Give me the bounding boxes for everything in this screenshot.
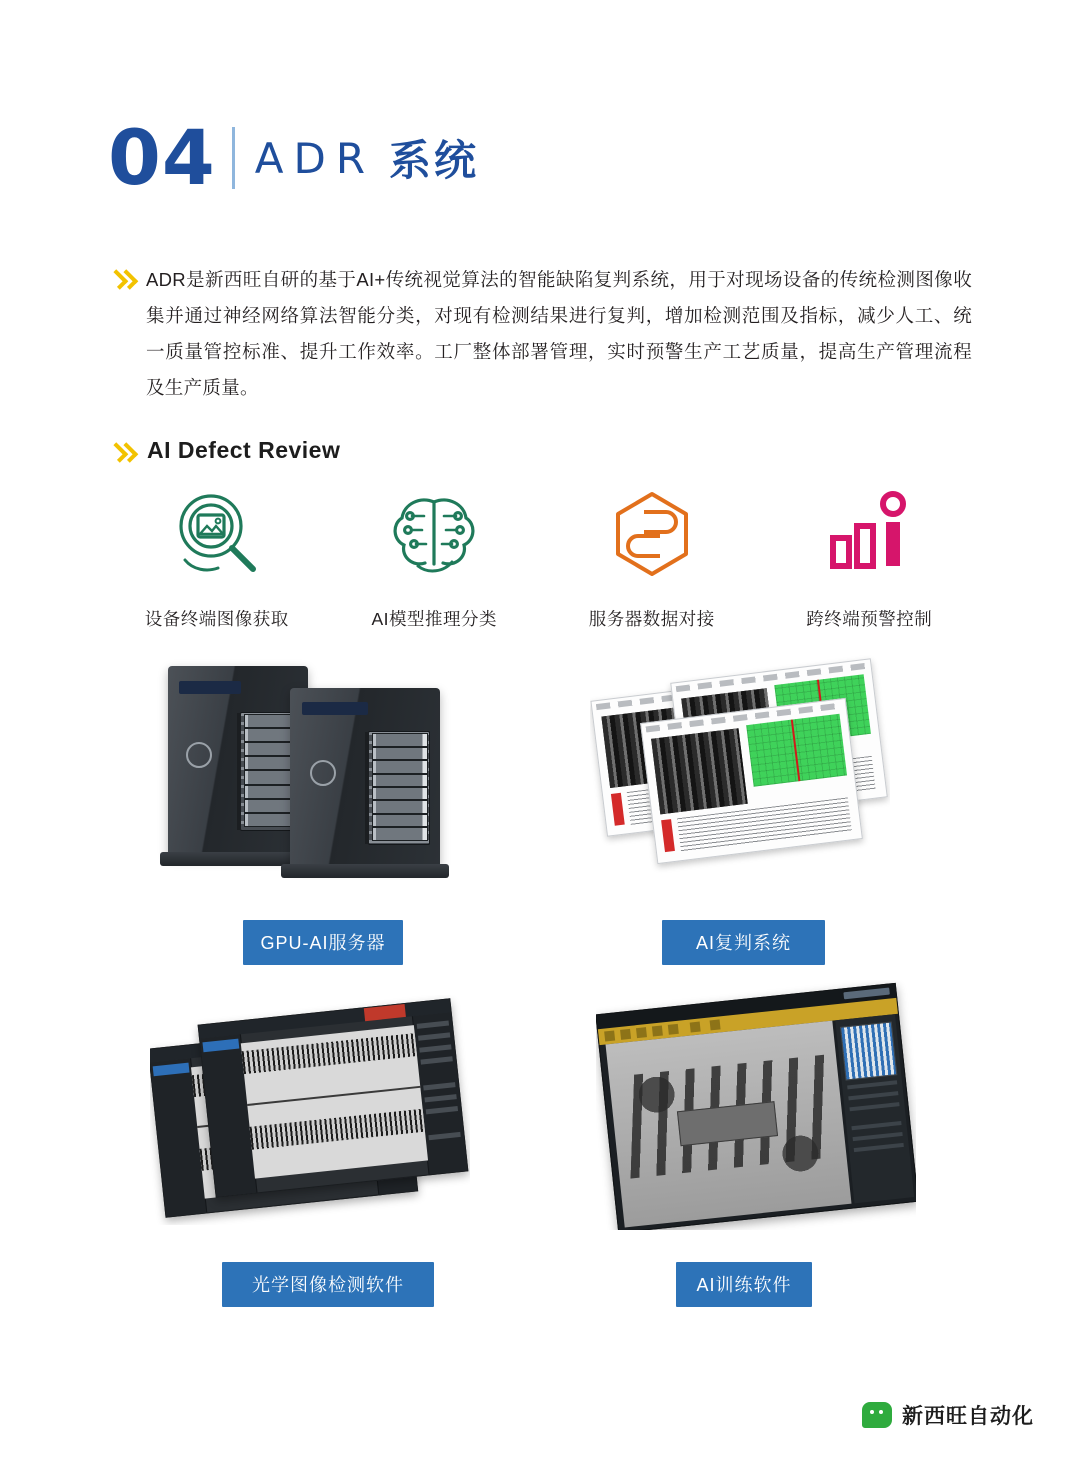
subsection-title: AI Defect Review xyxy=(147,437,341,463)
optical-screen-front xyxy=(198,998,469,1198)
wechat-icon xyxy=(862,1402,892,1428)
training-screen xyxy=(596,983,916,1230)
vendor-logo xyxy=(843,988,889,1000)
review-screen-front xyxy=(640,698,863,864)
feature-item-ai-classify xyxy=(326,478,544,631)
double-chevron-icon xyxy=(112,441,138,461)
pcb-inspection-image xyxy=(606,1021,852,1228)
header-divider xyxy=(232,127,235,189)
subsection-heading xyxy=(112,437,340,464)
page-title-en: ADR xyxy=(254,133,376,183)
page-title-cn: 系统 xyxy=(389,137,480,184)
feature-item-cross-terminal-alert xyxy=(761,478,979,631)
page-header xyxy=(108,113,480,202)
ai-review-system-screens xyxy=(590,648,890,880)
footer-account-name: 新西旺自动化 xyxy=(902,1405,1034,1428)
optical-inspection-software-screens xyxy=(150,995,470,1225)
gallery-caption: GPU-AI服务器 xyxy=(243,920,403,965)
ai-training-software-screen xyxy=(596,980,916,1230)
feature-label: 设备终端图像获取 xyxy=(144,609,289,629)
footer xyxy=(862,1400,1034,1430)
double-chevron-icon xyxy=(112,268,138,288)
gpu-ai-server-photo xyxy=(150,648,480,880)
image-search-icon xyxy=(165,478,269,590)
feature-icon-row xyxy=(108,478,978,631)
gallery-caption: AI训练软件 xyxy=(676,1262,812,1307)
ai-brain-icon xyxy=(382,478,486,590)
feature-item-image-capture xyxy=(108,478,326,631)
feature-label: 服务器数据对接 xyxy=(588,609,715,629)
feature-item-server-data xyxy=(543,478,761,631)
server-tower-right xyxy=(290,688,440,868)
server-link-hexagon-icon xyxy=(600,478,704,590)
bar-chart-person-icon xyxy=(817,478,921,590)
server-tower-left xyxy=(168,666,308,856)
intro-block xyxy=(112,262,972,406)
intro-paragraph: ADR是新西旺自研的基于AI+传统视觉算法的智能缺陷复判系统，用于对现场设备的传统检测图像收集并通过神经网络算法智能分类，对现有检测结果进行复判，增加检测范围及指标，减少人工、统一质量管控标准、提升工作效率。工厂整体部署管理，实时预警生产工艺质量，提高生产管理流程及生产质量。 xyxy=(146,269,972,398)
section-number: 04 xyxy=(108,113,216,202)
gallery-caption: 光学图像检测软件 xyxy=(222,1262,434,1307)
feature-label: AI模型推理分类 xyxy=(371,609,498,629)
feature-label: 跨终端预警控制 xyxy=(806,609,933,629)
gallery-caption: AI复判系统 xyxy=(662,920,825,965)
